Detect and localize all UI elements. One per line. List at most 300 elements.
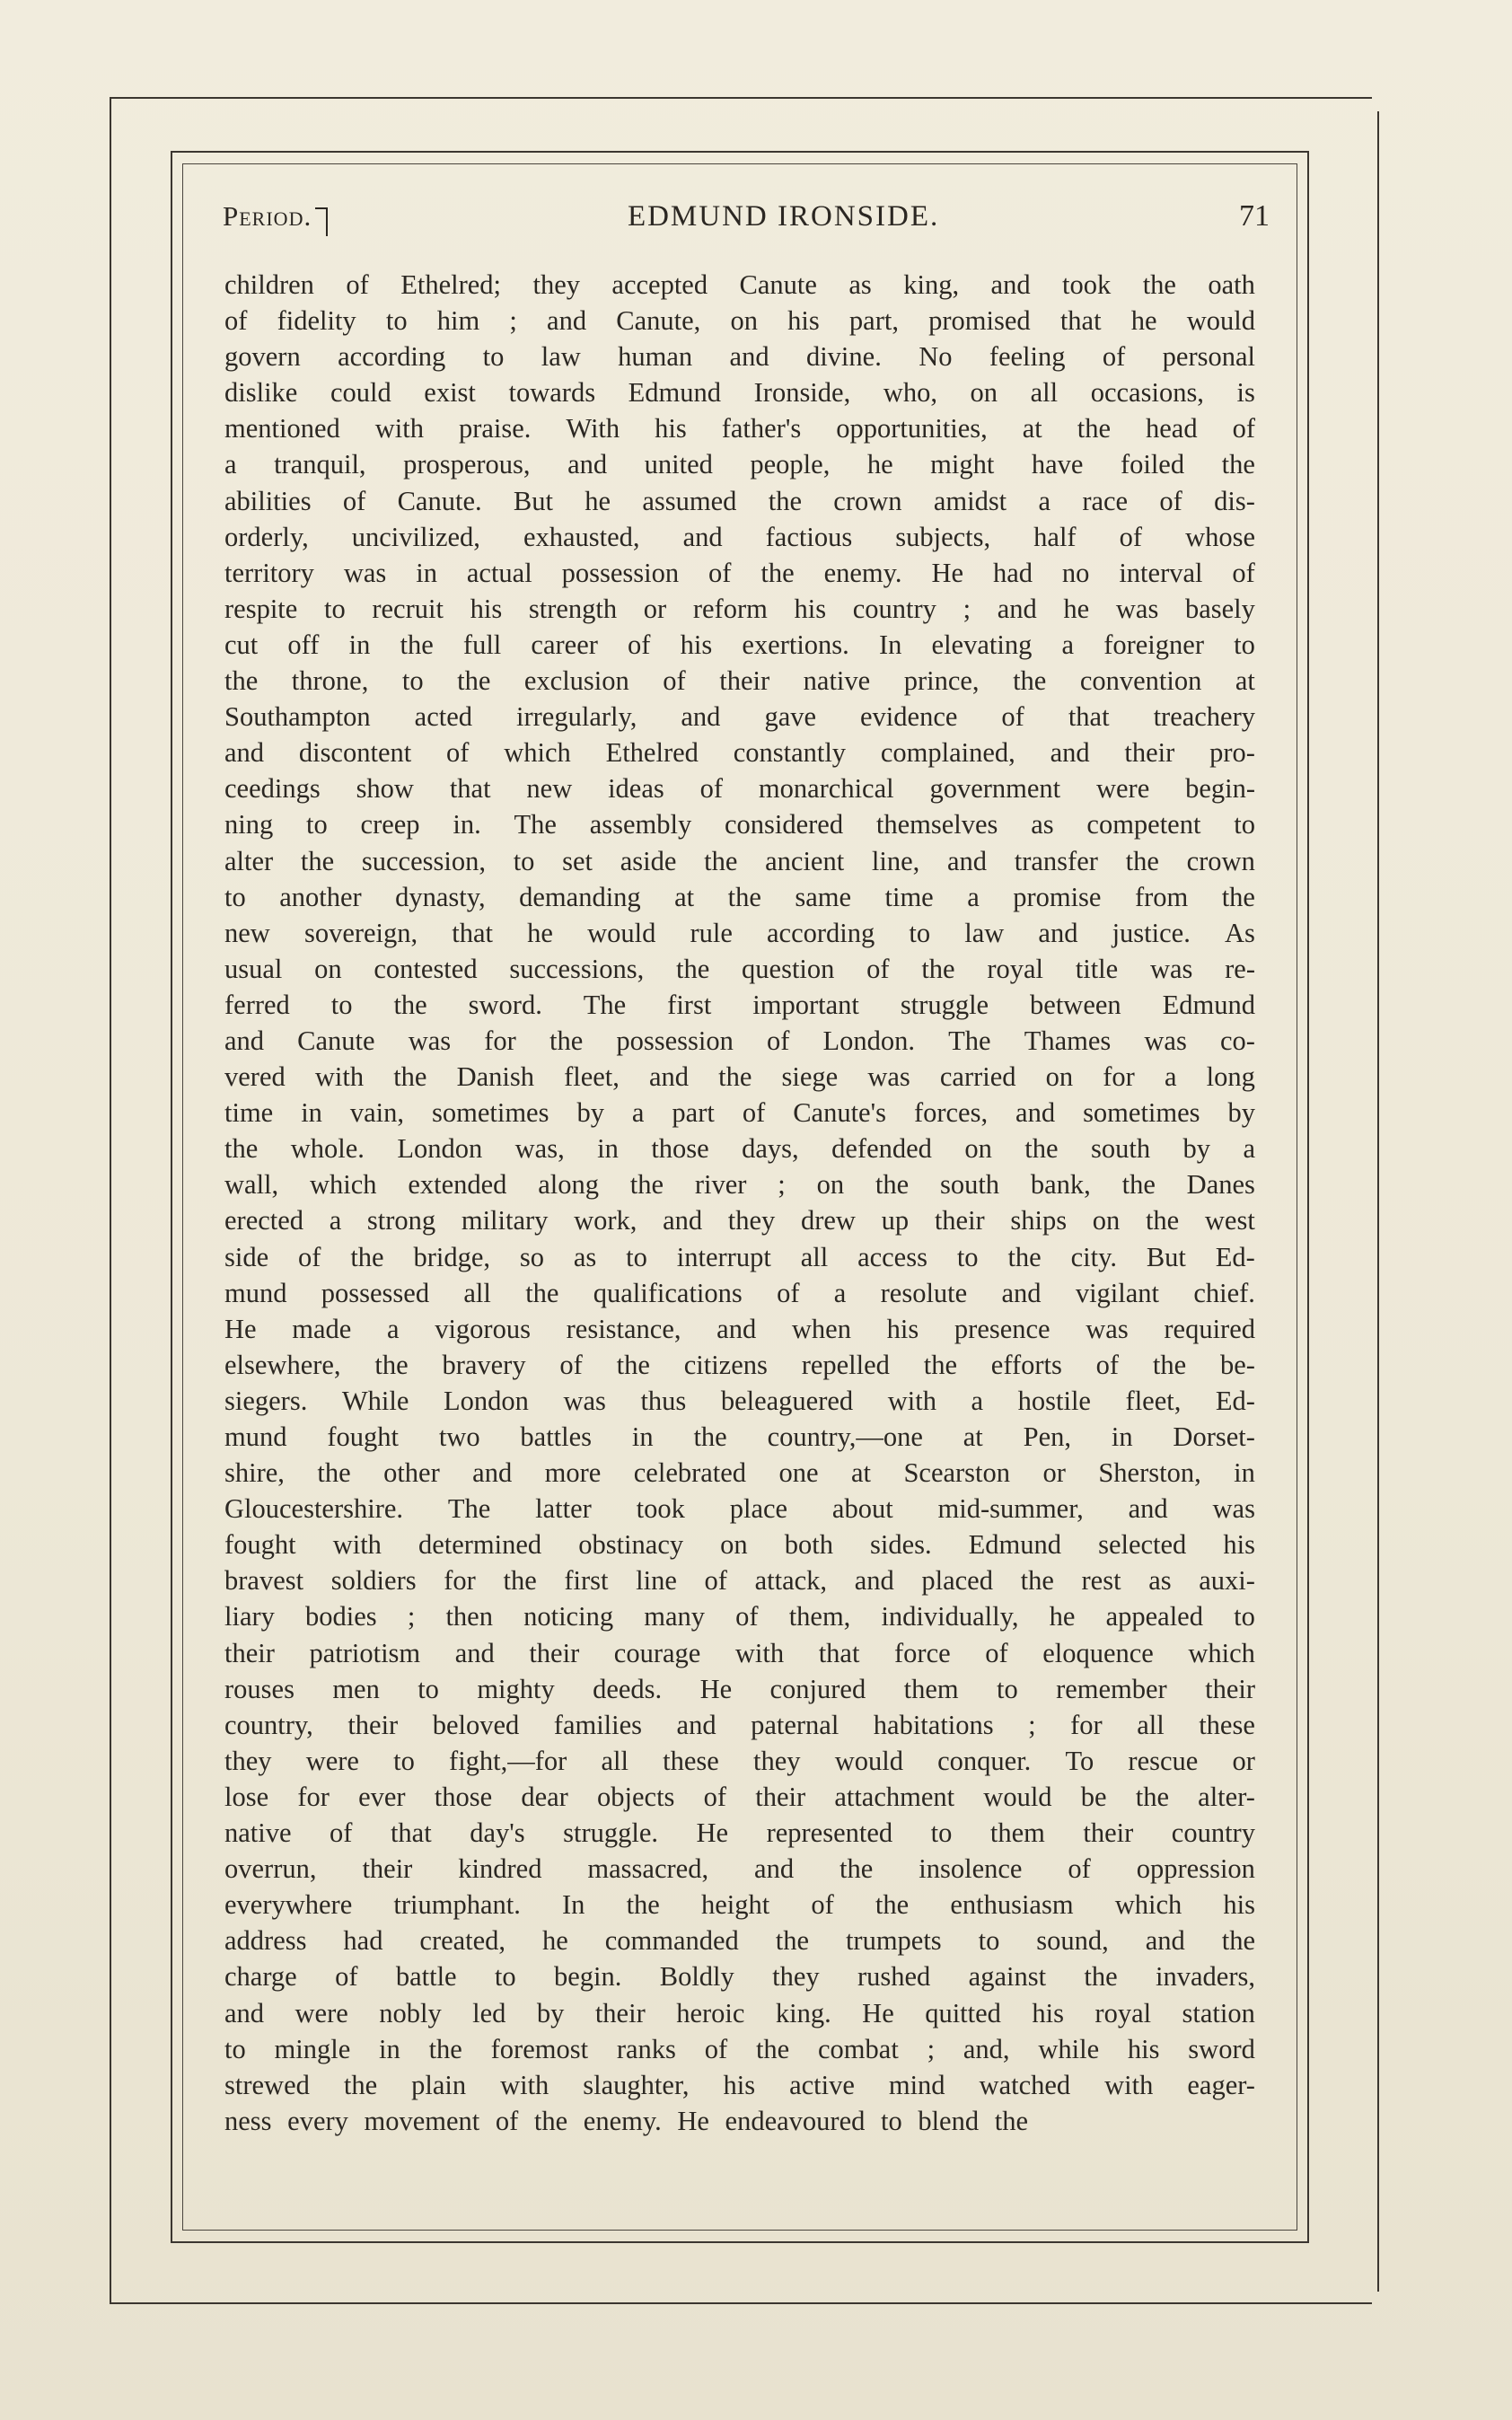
word: first [667,989,712,1020]
word: sound, [1036,1925,1109,1957]
word: native [803,665,871,697]
word: they [772,1961,820,1993]
word: had [343,1925,383,1957]
word: govern [224,341,301,373]
word: active [789,2069,855,2100]
word: re- [1225,953,1255,984]
word: would [834,1745,903,1776]
word: all [1137,1709,1165,1740]
word: abilities [224,485,312,516]
word: other [383,1457,440,1489]
word: The [948,1025,991,1056]
word: as [1031,809,1054,840]
word: the [676,953,710,984]
word: to [513,845,535,876]
word: No [919,341,953,373]
word: factious [765,521,853,552]
word: head [1146,413,1198,444]
word: by [1227,1097,1255,1129]
word: kindred [458,1853,542,1885]
word: his [1127,2033,1160,2064]
word: of [866,953,890,984]
word: possession [561,557,680,588]
word: set [562,845,593,876]
text-line [224,1166,1255,1202]
word: the [693,1421,727,1452]
word: had [992,557,1033,588]
word: is [1236,377,1255,409]
word: eloquence [1042,1637,1154,1668]
word: creep [360,809,420,840]
text-line [224,806,1255,842]
word: their [347,1709,399,1740]
word: could [330,377,391,409]
word: address [224,1925,307,1957]
word: no [1061,557,1090,588]
word: mind [888,2069,945,2100]
word: citizens [683,1349,768,1380]
word: habitations [873,1709,994,1740]
word: time [884,881,934,912]
word: Dorset- [1173,1421,1255,1452]
word: and [663,1205,703,1236]
word: the [224,665,259,697]
word: the [755,2033,790,2064]
word: assembly [589,809,692,840]
word: his [1032,1997,1064,2028]
word: he [1049,1601,1076,1632]
word: a [631,1097,645,1129]
word: and [682,521,723,552]
word: was [1086,1313,1129,1344]
word: by [536,1997,565,2028]
word: tranquil, [274,449,366,480]
word: which [504,737,571,769]
word: one [778,1457,819,1489]
word: ; [927,2033,936,2064]
word: defended [831,1133,932,1165]
word: according [767,917,875,948]
word: the [374,1349,409,1380]
word: for [444,1565,476,1597]
word: a [1243,1133,1255,1165]
word: The [583,989,627,1020]
word: in [301,1097,322,1129]
word: a [224,449,237,480]
word: crown [1186,845,1255,876]
word: and [454,1637,495,1668]
text-line [224,2067,1255,2103]
word: elevating [931,629,1033,660]
word: the [1145,1205,1180,1236]
word: ranks [616,2033,676,2064]
word: throne, [291,665,369,697]
word: enthusiasm [950,1889,1074,1921]
text-line [224,374,1255,410]
word: a [833,1277,847,1308]
word: the [457,665,491,697]
word: their [934,1205,985,1236]
word: Danes [1186,1169,1255,1201]
word: for [484,1025,516,1056]
word: and [224,1997,265,2028]
word: dear [521,1781,568,1812]
word: their [1205,1673,1255,1704]
word: a [971,1385,984,1416]
word: occasions, [1090,377,1204,409]
word: he [1130,305,1157,337]
word: king, [903,269,960,300]
word: country [1171,1817,1255,1849]
word: conjured [769,1673,866,1704]
word: ceedings [224,773,321,805]
word: as [573,1241,597,1272]
word: reform [692,593,768,624]
word: to [1234,809,1255,840]
word: Southampton [224,701,371,733]
word: a [386,1313,400,1344]
word: everywhere [224,1889,353,1921]
word: the [718,1061,752,1093]
period-label: Period. [223,200,312,232]
word: fought [327,1421,399,1452]
word: mund [224,1421,287,1452]
word: to [626,1241,647,1272]
word: as [848,269,872,300]
word: convention [1079,665,1202,697]
word: sometimes [1083,1097,1200,1129]
word: the [1007,1241,1042,1272]
word: Edmund [968,1529,1062,1561]
word: of [1232,557,1255,588]
word: ideas [608,773,664,805]
word: Thames [1024,1025,1112,1056]
text-line [224,1239,1255,1275]
word: battle [395,1961,457,1993]
word: the [428,2033,462,2064]
text-line: ness every movement of the enemy. He endeavoured to blend the [224,2105,1028,2136]
word: He [699,1673,733,1704]
word: Canute [297,1025,375,1056]
word: resistance, [566,1313,681,1344]
word: ; [778,1169,786,1201]
word: to [323,593,346,624]
word: and [1145,1925,1185,1957]
word: the [503,1565,537,1597]
word: station [1182,1997,1255,2028]
word: fleet, [564,1061,620,1093]
word: to [306,809,328,840]
word: in [416,557,437,588]
word: London [397,1133,483,1165]
word: and [854,1565,894,1597]
word: to [330,989,353,1020]
word: Ed- [1215,1385,1255,1416]
word: his [1223,1889,1255,1921]
text-line [224,1202,1255,1238]
word: his [655,413,687,444]
word: was [1115,593,1159,624]
word: a [1164,1061,1177,1093]
word: royal [1094,1997,1152,2028]
word: both [784,1529,833,1561]
word: with [1104,2069,1154,2100]
word: begin. [554,1961,622,1993]
word: territory [224,557,314,588]
word: to [1234,1601,1255,1632]
word: sides. [870,1529,932,1561]
text-line [224,1958,1255,1994]
word: Ethelred; [400,269,502,300]
word: of [346,269,369,300]
word: career [531,629,598,660]
word: carried [939,1061,1016,1093]
word: of [985,1637,1008,1668]
word: thus [640,1385,687,1416]
word: in [348,629,371,660]
word: obstinacy [578,1529,684,1561]
text-line [224,1131,1255,1166]
word: of [559,1349,583,1380]
word: complained, [880,737,1015,769]
word: of [1068,1853,1091,1885]
word: and [224,737,265,769]
text-line [224,410,1255,446]
word: whole. [290,1133,365,1165]
word: latter [535,1493,592,1525]
word: He [931,557,964,588]
word: respite [224,593,298,624]
word: London. [822,1025,916,1056]
word: all [1030,377,1059,409]
word: of [342,485,366,516]
word: height [700,1889,770,1921]
word: treachery [1153,701,1255,733]
word: his [680,629,713,660]
word: foreigner [1103,629,1204,660]
word: men [332,1673,380,1704]
word: ; [407,1601,416,1632]
word: drew [800,1205,856,1236]
word: efforts [990,1349,1062,1380]
word: ; [509,305,517,337]
word: when [791,1313,851,1344]
word: their [755,1781,806,1812]
word: line [636,1565,677,1597]
text-line [224,699,1255,735]
word: dislike [224,377,298,409]
word: of [708,557,732,588]
word: to [393,1745,415,1776]
word: his [787,305,820,337]
word: enemy. [823,557,902,588]
word: of [766,1025,790,1056]
word: But [513,485,553,516]
word: the [704,845,738,876]
word: government [929,773,1061,805]
word: pro- [1209,737,1255,769]
word: Danish [456,1061,534,1093]
word: a [329,1205,342,1236]
text-line [224,1419,1255,1455]
word: quitted [925,1997,1001,2028]
word: fidelity [277,305,356,337]
text-line [224,267,1255,303]
word: of [703,1781,727,1812]
word: the [549,1025,584,1056]
word: As [1224,917,1255,948]
word: access [857,1241,927,1272]
word: bridge, [413,1241,490,1272]
word: justice. [1112,917,1191,948]
word: foremost [490,2033,589,2064]
word: promise [1013,881,1102,912]
word: which [1188,1637,1255,1668]
word: constantly [733,737,847,769]
word: the [1121,1169,1156,1201]
word: two [438,1421,480,1452]
word: according [338,341,446,373]
word: days, [742,1133,799,1165]
word: his [470,593,503,624]
word: them [903,1673,959,1704]
word: show [356,773,414,805]
word: which [1114,1889,1182,1921]
word: siege [781,1061,839,1093]
word: of [699,773,724,805]
word: the [393,989,427,1020]
word: themselves [875,809,998,840]
word: competent [1086,809,1201,840]
word: they [532,269,580,300]
word: promised [928,305,1031,337]
word: in [379,2033,400,2064]
word: slaughter, [583,2069,690,2100]
word: the [350,1241,384,1272]
word: of [1159,485,1182,516]
word: erected [224,1205,304,1236]
word: rushed [857,1961,931,1993]
word: mentioned [224,413,340,444]
word: fight,—for [449,1745,567,1776]
word: qualifications [593,1277,743,1308]
text-line [224,1887,1255,1923]
word: at [963,1421,983,1452]
word: opportunities, [836,413,988,444]
text-line [224,1923,1255,1958]
word: Canute. [397,485,482,516]
word: But [1146,1241,1186,1272]
word: up [881,1205,910,1236]
word: who, [883,377,937,409]
word: time [224,1097,274,1129]
word: struggle [900,989,989,1020]
word: considered [724,809,844,840]
word: contested [374,953,478,984]
word: gave [764,701,817,733]
word: took [1062,269,1112,300]
word: appealed [1105,1601,1203,1632]
word: to [1234,629,1255,660]
word: alter [224,845,274,876]
word: aside [620,845,677,876]
word: about [831,1493,893,1525]
text-line [224,1023,1255,1059]
text-line [224,519,1255,555]
word: extended [408,1169,507,1201]
word: of [811,1889,834,1921]
word: and [1128,1493,1168,1525]
word: or [643,593,667,624]
word: and [997,593,1037,624]
word: many [644,1601,705,1632]
word: at [1022,413,1042,444]
word: ferred [224,989,290,1020]
word: from [1134,881,1189,912]
word: new [224,917,270,948]
text-line [224,1815,1255,1851]
word: mund [224,1277,287,1308]
word: rest [1081,1565,1121,1597]
word: vain, [349,1097,405,1129]
word: they [753,1745,801,1776]
word: and [754,1853,795,1885]
word: strong [366,1205,436,1236]
word: in [1111,1421,1133,1452]
word: force [894,1637,951,1668]
word: the [727,881,761,912]
word: While [341,1385,409,1416]
word: to [418,1673,439,1704]
word: their [224,1637,275,1668]
text-line [224,555,1255,591]
word: they [727,1205,776,1236]
word: feeling [989,341,1066,373]
word: were [294,1997,348,2028]
word: struggle. [563,1817,658,1849]
word: important [752,989,859,1020]
text-line [224,915,1255,951]
word: demanding [519,881,641,912]
word: those [651,1133,709,1165]
word: With [566,413,620,444]
word: the [1221,881,1255,912]
text-line [224,483,1255,519]
word: bodies [305,1601,377,1632]
word: as [1148,1565,1172,1597]
word: of [777,1277,800,1308]
word: another [279,881,362,912]
word: their [362,1853,413,1885]
word: the [317,1457,351,1489]
word: ancient [765,845,845,876]
word: children [224,269,314,300]
body-text [224,267,1255,2139]
word: human [618,341,693,373]
word: alter- [1198,1781,1255,1812]
word: sword. [468,989,542,1020]
word: were [305,1745,359,1776]
word: mighty [477,1673,555,1704]
word: the [343,2069,378,2100]
word: repelled [801,1349,890,1380]
word: beleaguered [720,1385,854,1416]
word: and [472,1457,513,1489]
word: to [401,665,424,697]
word: celebrated [633,1457,747,1489]
word: off [287,629,320,660]
word: father's [721,413,802,444]
